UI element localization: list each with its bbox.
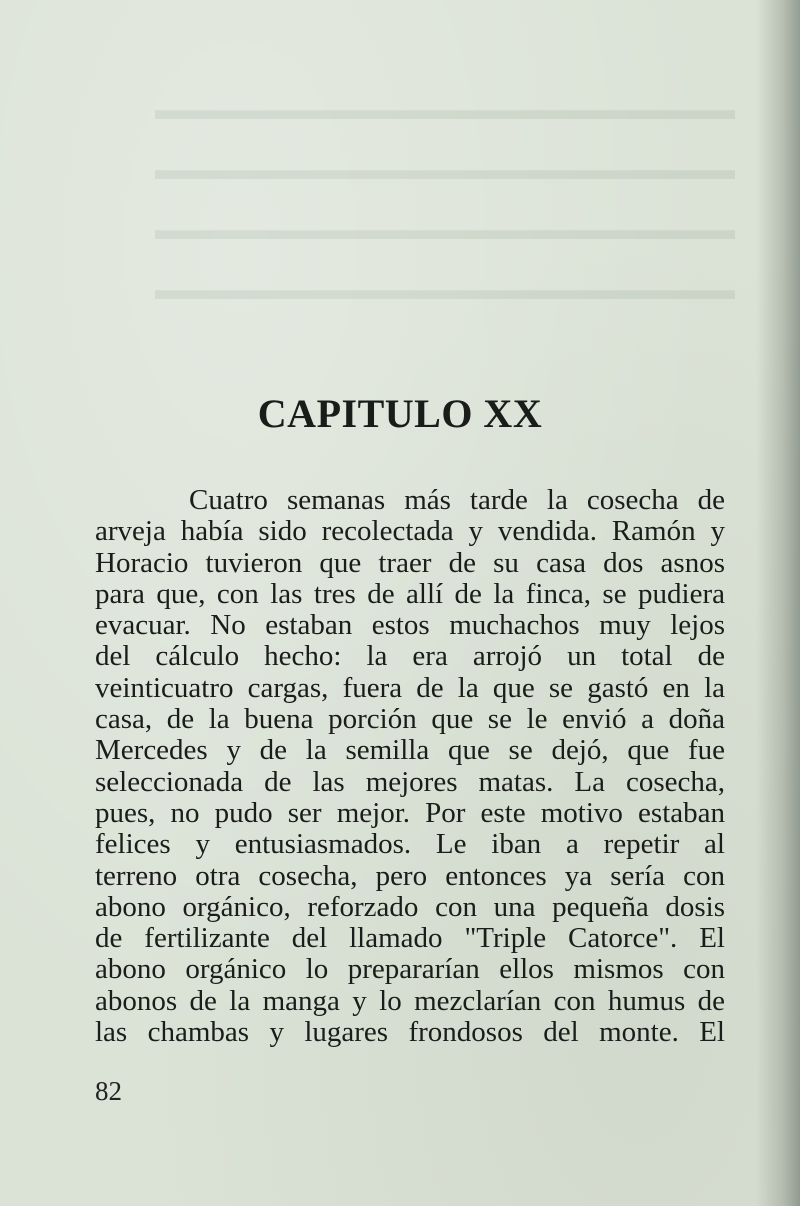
text-line: evacuar. No estaban estos muchachos muy lejos [95,609,725,642]
text-line: de fertilizante del llamado "Triple Catorce". El [95,922,725,955]
text-line: casa, de la buena porción que se le envió a doña [95,703,725,736]
text-line: terreno otra cosecha, pero entonces ya sería con [95,859,725,892]
text-line: abono orgánico, reforzado con una pequeña dosis [95,890,725,923]
page-number: 82 [95,1076,122,1106]
page-spine-shadow [756,0,800,1206]
chapter-body-text [95,485,725,1048]
text-line: veinticuatro cargas, fuera de la que se gastó en la [95,671,725,704]
text-line: Horacio tuvieron que traer de su casa dos asnos [95,546,725,579]
text-line: abono orgánico lo prepararían ellos mismos con [95,953,725,986]
text-line: para que, con las tres de allí de la finca, se pudiera [95,577,725,610]
chapter-title: CAPITULO XX [257,391,543,436]
text-line: seleccionada de las mejores matas. La cosecha, [95,765,725,798]
text-line: pues, no pudo ser mejor. Por este motivo estaban [95,796,725,829]
text-line: las chambas y lugares frondosos del monte. El [95,1016,725,1049]
text-line: abonos de la manga y lo mezclarían con humus de [95,984,725,1017]
text-line: Cuatro semanas más tarde la cosecha de [189,484,725,516]
text-line: arveja había sido recolectada y vendida. Ramón y [95,515,725,548]
text-line: Mercedes y de la semilla que se dejó, que fue [95,734,725,767]
text-line: felices y entusiasmados. Le iban a repetir al [95,828,725,861]
text-line: del cálculo hecho: la era arrojó un total de [95,640,725,673]
bleed-through-texture: ▬▬▬▬▬▬▬▬▬▬▬▬▬▬▬▬▬▬▬▬ ▬▬▬▬▬▬▬▬▬▬▬▬▬▬▬▬▬▬▬▬ ▬▬▬▬▬▬▬▬▬▬▬▬▬▬▬▬▬▬▬▬ ▬▬▬▬▬▬▬▬▬▬▬▬▬▬▬▬▬▬▬▬ [155,94,735,306]
